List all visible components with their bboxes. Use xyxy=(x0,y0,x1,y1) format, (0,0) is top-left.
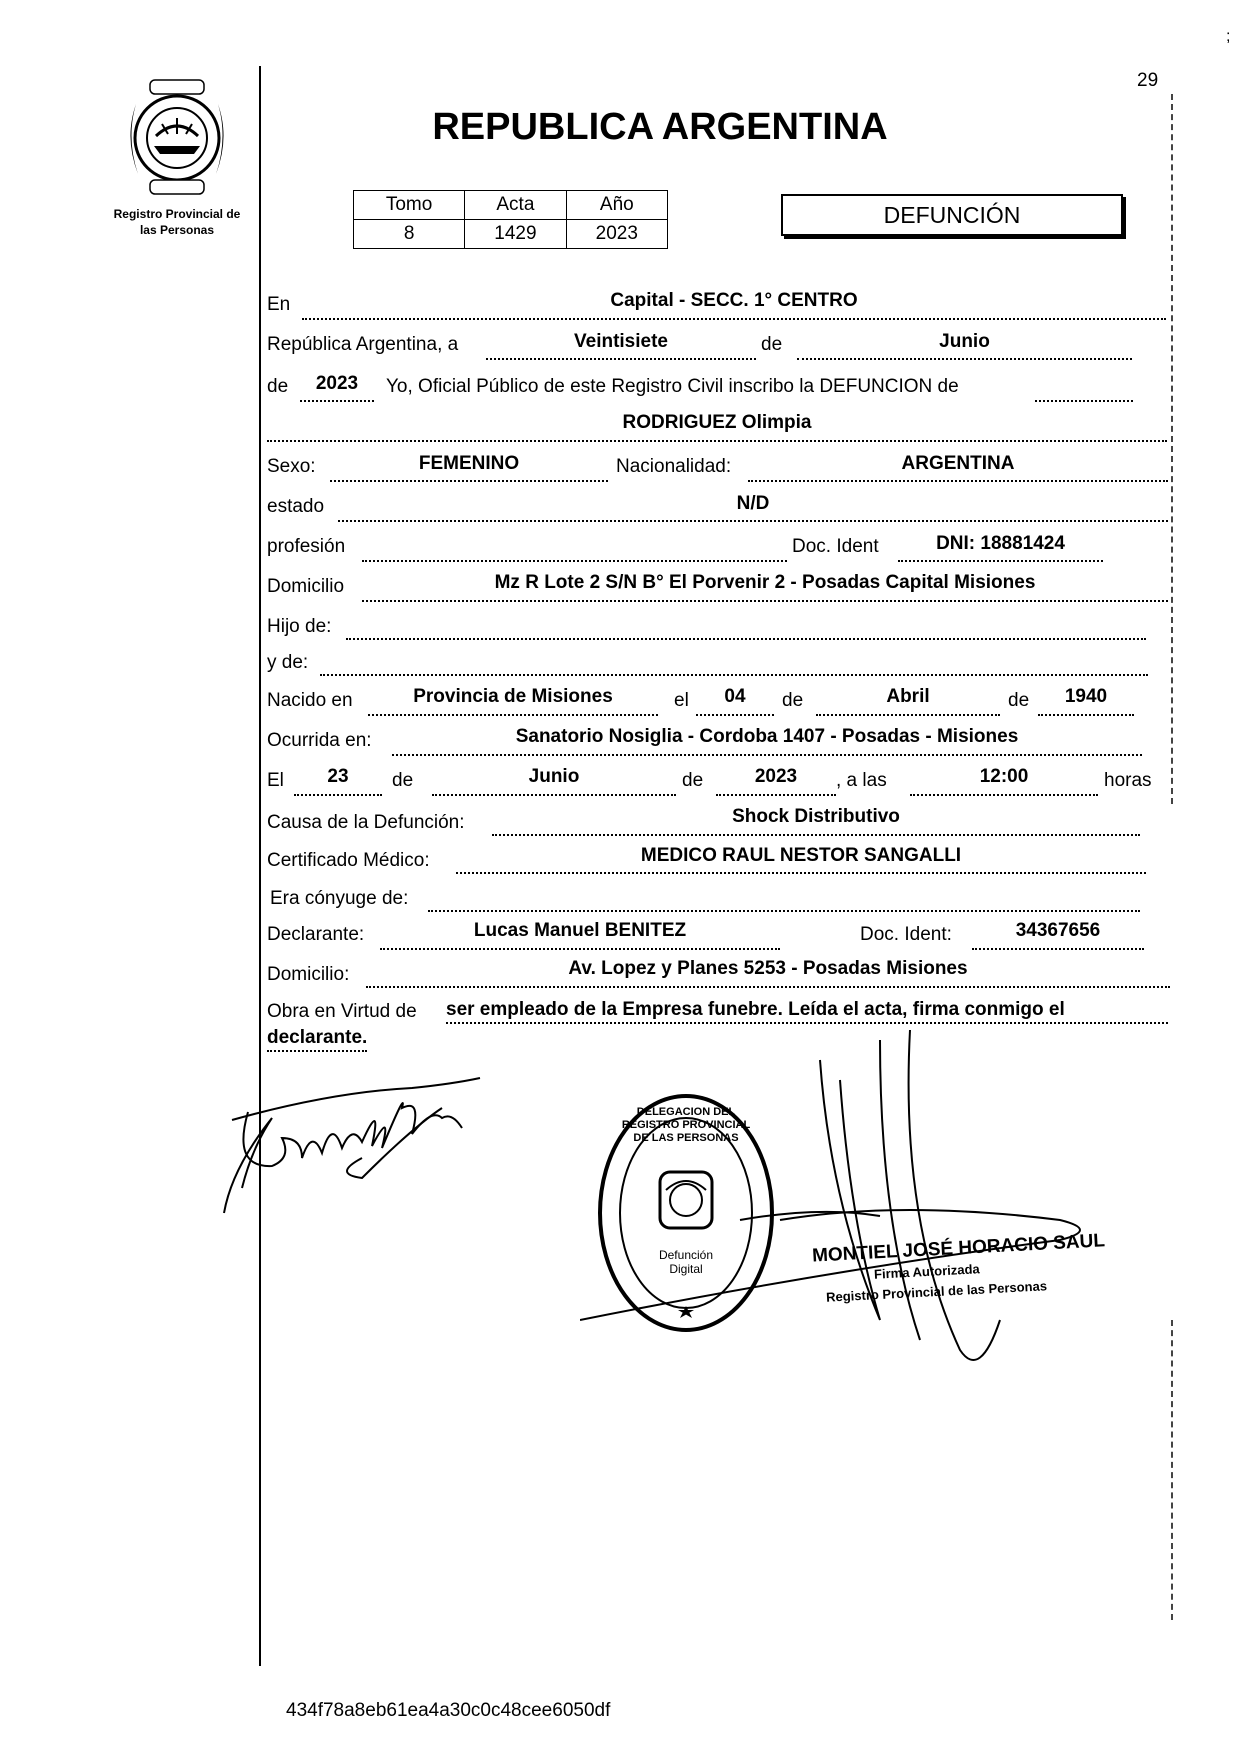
el-label-2: El xyxy=(267,770,284,791)
logo-caption-line2: las Personas xyxy=(139,223,215,237)
page-number: 29 xyxy=(1137,70,1159,91)
obra-label: Obra en Virtud de xyxy=(267,1001,417,1022)
declarante-doc-value: 34367656 xyxy=(1015,920,1101,941)
y-de-label: y de: xyxy=(267,652,309,673)
document-hash: 434f78a8eb61ea4a30c0c48cee6050df xyxy=(286,1700,611,1721)
province-seal-logo xyxy=(116,74,238,202)
table-value-tomo: 8 xyxy=(354,220,465,249)
official-name: MONTIEL JOSÉ HORACIO SAUL xyxy=(811,1230,1106,1267)
ocurrida-value: Sanatorio Nosiglia - Cordoba 1407 - Posadas - Misiones xyxy=(515,726,1019,747)
fall-dia-value: 23 xyxy=(327,766,349,787)
conyuge-label: Era cónyuge de: xyxy=(270,888,409,909)
hijo-line xyxy=(346,638,1146,640)
table-value-anio: 2023 xyxy=(566,220,667,249)
conyuge-line xyxy=(428,910,1140,912)
stamp-ring-text: DELEGACION DEL REGISTRO PROVINCIAL DE LAS PERSONAS xyxy=(621,1106,751,1144)
nacido-lugar-line xyxy=(368,714,658,716)
causa-line xyxy=(492,834,1140,836)
fall-hora-value: 12:00 xyxy=(979,766,1029,787)
domicilio-value: Mz R Lote 2 S/N B° El Porvenir 2 - Posadas Capital Misiones xyxy=(494,572,1036,593)
republica-label: República Argentina, a xyxy=(267,334,459,355)
official-role: Firma Autorizada xyxy=(873,1261,981,1282)
official-signature xyxy=(580,1020,1140,1380)
deceased-name: RODRIGUEZ Olimpia xyxy=(622,412,812,433)
stamp-inner-text: Defunción Digital xyxy=(658,1248,714,1276)
doc-ident-label-2: Doc. Ident: xyxy=(860,924,952,945)
en-label: En xyxy=(267,294,291,315)
estado-value: N/D xyxy=(736,493,770,514)
sexo-value: FEMENINO xyxy=(418,453,520,474)
profesion-line xyxy=(362,560,787,562)
fall-mes-line xyxy=(432,794,676,796)
doc-ident-value: DNI: 18881424 xyxy=(936,533,1065,554)
de-label-4: de xyxy=(1008,690,1030,711)
page-title: REPUBLICA ARGENTINA xyxy=(432,106,888,148)
de-label-2: de xyxy=(267,376,289,397)
causa-label: Causa de la Defunción: xyxy=(267,812,465,833)
estado-label: estado xyxy=(267,496,325,517)
year-line xyxy=(300,400,374,402)
nacido-dia-line xyxy=(696,714,774,716)
fall-dia-line xyxy=(294,794,382,796)
domicilio-label-2: Domicilio: xyxy=(267,964,350,985)
nacido-anio-value: 1940 xyxy=(1064,686,1108,707)
table-value-acta: 1429 xyxy=(465,220,566,249)
record-table xyxy=(353,190,668,249)
table-header-acta: Acta xyxy=(465,191,566,220)
nacido-lugar-value: Provincia de Misiones xyxy=(413,686,613,707)
de-label: de xyxy=(761,334,783,355)
nacionalidad-line xyxy=(748,480,1168,482)
el-label: el xyxy=(674,690,689,711)
nacido-anio-line xyxy=(1038,714,1134,716)
day-word-value: Veintisiete xyxy=(574,331,668,352)
intro-text: Yo, Oficial Público de este Registro Civil inscribo la DEFUNCION de xyxy=(386,376,959,397)
certificado-value: MEDICO RAUL NESTOR SANGALLI xyxy=(640,845,962,866)
a-las-label: , a las xyxy=(836,770,887,791)
table-header-tomo: Tomo xyxy=(354,191,465,220)
de-label-6: de xyxy=(682,770,704,791)
certificado-line xyxy=(456,872,1146,874)
left-margin-rule xyxy=(259,66,261,1666)
day-word-line xyxy=(486,358,756,360)
month-value: Junio xyxy=(939,331,990,352)
nacido-dia-value: 04 xyxy=(724,686,746,707)
fall-anio-line xyxy=(716,794,836,796)
ocurrida-line xyxy=(392,754,1142,756)
domicilio-label: Domicilio xyxy=(267,576,345,597)
declarante-domicilio-line xyxy=(366,986,1170,988)
declarante-line xyxy=(380,948,780,950)
fall-mes-value: Junio xyxy=(528,766,580,787)
intro-line xyxy=(1035,400,1133,402)
official-org: Registro Provincial de las Personas xyxy=(825,1278,1048,1305)
en-line xyxy=(302,318,1166,320)
year-value: 2023 xyxy=(315,373,359,394)
domicilio-line xyxy=(362,600,1168,602)
estado-line xyxy=(338,520,1168,522)
fall-anio-value: 2023 xyxy=(754,766,798,787)
nacido-label: Nacido en xyxy=(267,690,353,711)
doc-ident-label: Doc. Ident xyxy=(792,536,879,557)
record-type-box: DEFUNCIÓN xyxy=(781,194,1123,236)
de-label-3: de xyxy=(782,690,804,711)
sexo-label: Sexo: xyxy=(267,456,316,477)
declarante-value: Lucas Manuel BENITEZ xyxy=(473,920,687,941)
nacido-mes-line xyxy=(816,714,1000,716)
nacionalidad-value: ARGENTINA xyxy=(901,453,1015,474)
hijo-label: Hijo de: xyxy=(267,616,332,637)
table-header-anio: Año xyxy=(566,191,667,220)
sexo-line xyxy=(330,480,608,482)
declarante-domicilio-value: Av. Lopez y Planes 5253 - Posadas Misiones xyxy=(568,958,968,979)
obra-text-line1: ser empleado de la Empresa funebre. Leída el acta, firma conmigo el xyxy=(446,999,1168,1024)
declarante-doc-line xyxy=(972,948,1144,950)
declarant-signature xyxy=(212,1048,492,1228)
corner-mark: ; xyxy=(1226,28,1231,45)
deceased-name-line xyxy=(267,440,1167,442)
horas-label: horas xyxy=(1104,770,1152,791)
nacido-mes-value: Abril xyxy=(886,686,930,707)
doc-ident-line xyxy=(898,560,1103,562)
fall-hora-line xyxy=(910,794,1098,796)
obra-text-line2: declarante. xyxy=(267,1027,367,1052)
ocurrida-label: Ocurrida en: xyxy=(267,730,372,751)
certificado-label: Certificado Médico: xyxy=(267,850,430,871)
en-value: Capital - SECC. 1° CENTRO xyxy=(610,290,858,311)
y-de-line xyxy=(320,674,1148,676)
logo-caption-line1: Registro Provincial de xyxy=(113,207,241,221)
profesion-label: profesión xyxy=(267,536,346,557)
de-label-5: de xyxy=(392,770,414,791)
declarante-label: Declarante: xyxy=(267,924,365,945)
nacionalidad-label: Nacionalidad: xyxy=(616,456,732,477)
month-line xyxy=(797,358,1132,360)
causa-value: Shock Distributivo xyxy=(732,806,900,827)
right-margin-rule-lower xyxy=(1171,1320,1173,1620)
right-margin-rule xyxy=(1171,94,1173,804)
